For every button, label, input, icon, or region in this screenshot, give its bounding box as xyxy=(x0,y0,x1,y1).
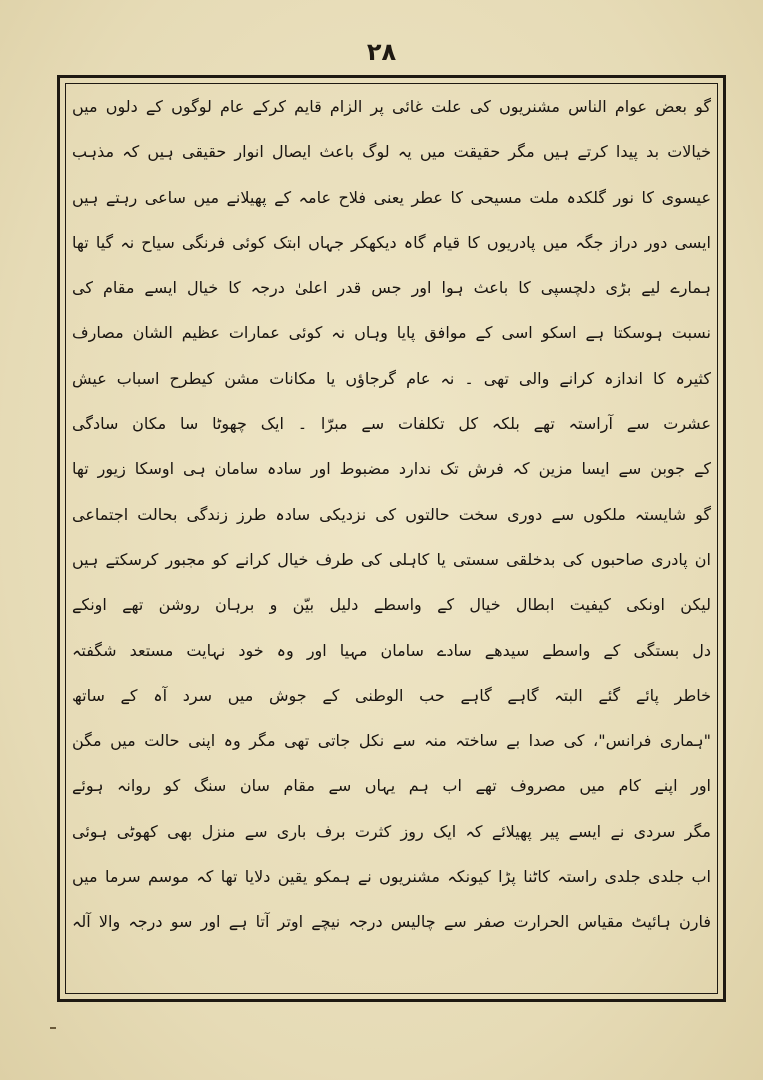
text-line: خاطر پائے گئے البتہ گاہے گاہے حب الوطنی کے جوش میں سرد آہ کے ساتھ xyxy=(72,685,711,705)
text-line: عشرت سے آراستہ تھے بلکہ کل تکلفات سے مبرّا ۔ ایک چھوٹا سا مکان سادگی xyxy=(72,414,711,434)
text-line: ان پادری صاحبوں کی بدخلقی سستی یا کاہلی کی طرف خیال کرانے کو مجبور کرسکتے ہیں xyxy=(72,549,711,569)
text-line: خیالات بد پیدا کرتے ہیں مگر حقیقت میں یہ لوگ باعث ایصال انوار حقیقی ہیں کہ مذہب xyxy=(72,142,711,162)
text-line: فارن ہائیٹ مقیاس الحرارت صفر سے چالیس درجہ نیچے اوتر آتا ہے اور سو درجہ والا آلہ xyxy=(72,912,711,932)
text-line: "ہماری فرانس"، کی صدا بے ساختہ منہ سے نکل جاتی تھی مگر وہ اپنی حالت میں مگن xyxy=(72,731,711,751)
text-frame xyxy=(57,75,726,1002)
page-number: ۲۸ xyxy=(366,38,397,66)
text-line: عیسوی کا نور گلکدہ ملت مسیحی کا عطر یعنی فلاح عامہ کے پھیلانے میں ساعی رہتے ہیں xyxy=(72,187,711,207)
text-line: دل بستگی کے واسطے سیدھے سادے سامان مہیا اور وہ خود نہایت مستعد شگفتہ xyxy=(72,640,711,660)
text-line: کثیرہ کا اندازہ کرانے والی تھی ۔ نہ عام گرجاؤں یا مکانات مشن کیطرح اسباب عیش xyxy=(72,368,711,388)
body-text xyxy=(72,84,711,945)
text-line: ہمارے لیے بڑی دلچسپی کا باعث ہوا اور جس قدر اعلیٰ درجہ کا خیال ایسے مقام کی xyxy=(72,278,711,298)
text-line: لیکن اونکی کیفیت ابطال خیال کے واسطے دلیل بیّن و برہان روشن تھے اونکے xyxy=(72,595,711,615)
text-line: مگر سردی نے ایسے پیر پھیلائے کہ ایک روز کثرت برف باری سے منزل بھی کھوٹی ہوئی xyxy=(72,821,711,841)
text-line: گو شایستہ ملکوں سے دوری سخت حالتوں کی نزدیکی سادہ طرز زندگی بحالت اجتماعی xyxy=(72,504,711,524)
text-line: ایسی دور دراز جگہ میں پادریوں کا قیام گاہ دیکھکر جہاں ابتک کوئی فرنگی سیاح نہ گیا تھا xyxy=(72,232,711,252)
text-line: کے جوبن سے ایسا مزین کہ فرش تک ندارد مضبوط اور سادہ سامان ہی اوسکا زیور تھا xyxy=(72,459,711,479)
text-line: گو بعض عوام الناس مشنریوں کی علت غائی پر الزام قایم کرکے عام لوگوں کے دلوں میں xyxy=(72,97,711,116)
text-line: اب جلدی جلدی راستہ کاٹنا پڑا کیونکہ مشنریوں نے ہمکو یقین دلایا تھا کہ موسم سرما میں xyxy=(72,867,711,887)
text-line: نسبت ہوسکتا ہے اسکو اسی کے موافق پایا وہاں نہ کوئی عمارات عظیم الشان مصارف xyxy=(72,323,711,343)
text-line: اور اپنے کام میں مصروف تھے اب ہم یہاں سے مقام سان سنگ کو روانہ ہوئے xyxy=(72,776,711,796)
margin-mark xyxy=(50,1027,56,1029)
